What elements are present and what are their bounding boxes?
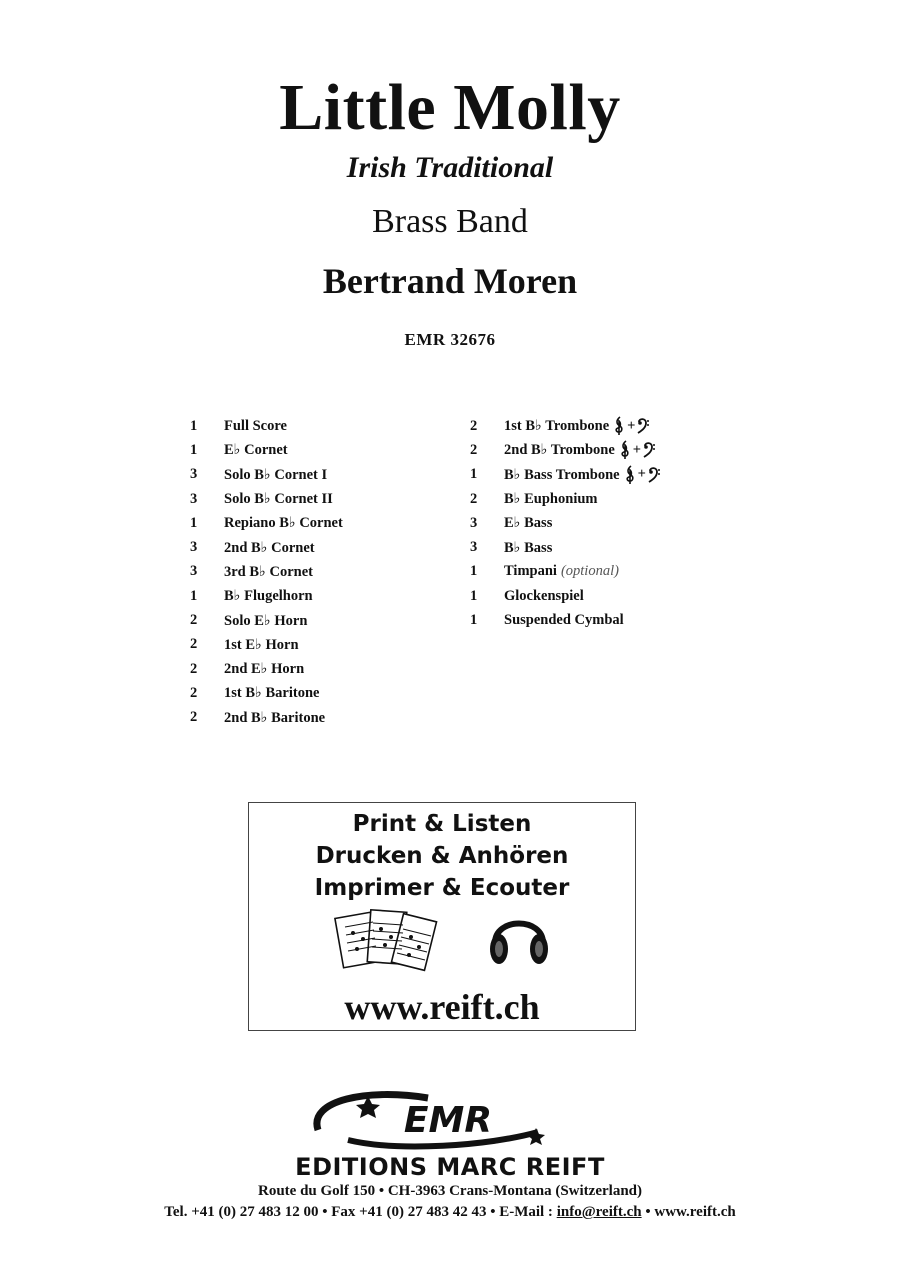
contact-phone-fax: Tel. +41 (0) 27 483 12 00 • Fax +41 (0) 27 483 42 43 • E-Mail : [164, 1204, 557, 1220]
part-row [470, 511, 730, 535]
part-name: E♭ Cornet [224, 442, 288, 459]
part-row [190, 560, 450, 584]
part-name: Solo B♭ Cornet I [224, 466, 328, 483]
part-row [470, 414, 730, 438]
treble-clef-icon [613, 416, 625, 436]
clef-plus: + [632, 441, 642, 458]
part-row [190, 706, 450, 730]
part-name: 2nd B♭ Cornet [224, 539, 315, 556]
promo-line-print-listen: Print & Listen [352, 811, 532, 837]
part-name: Solo E♭ Horn [224, 612, 308, 629]
part-row [190, 487, 450, 511]
part-quantity: 1 [470, 587, 478, 604]
part-quantity: 3 [190, 539, 198, 556]
bass-clef-icon [648, 465, 660, 485]
part-quantity: 1 [470, 612, 478, 629]
part-quantity: 3 [190, 466, 198, 483]
clef-indicator [619, 440, 655, 460]
part-row [470, 463, 730, 487]
part-row [470, 438, 730, 462]
part-quantity: 2 [190, 636, 198, 653]
part-row [470, 584, 730, 608]
contact-website: • www.reift.ch [641, 1204, 736, 1220]
part-note: (optional) [560, 563, 619, 580]
part-quantity: 1 [190, 514, 198, 531]
promo-line-drucken: Drucken & Anhören [315, 843, 569, 869]
part-name: 1st B♭ Trombone [504, 418, 610, 435]
part-quantity: 2 [470, 490, 478, 507]
part-row [190, 438, 450, 462]
part-quantity: 1 [190, 587, 198, 604]
print-listen-box [248, 802, 636, 1031]
part-name: B♭ Flugelhorn [224, 588, 313, 605]
part-name: Solo B♭ Cornet II [224, 491, 333, 508]
composer-name: Bertrand Moren [322, 261, 578, 301]
publisher-contact [0, 1201, 900, 1223]
part-name: 2nd B♭ Baritone [224, 709, 326, 726]
part-quantity: 1 [190, 417, 198, 434]
clef-plus: + [637, 466, 646, 483]
clef-indicator [613, 416, 649, 436]
part-name: E♭ Bass [504, 515, 553, 532]
part-row [190, 657, 450, 681]
part-quantity: 3 [470, 539, 478, 556]
treble-clef-icon [624, 465, 636, 485]
part-row [190, 608, 450, 632]
part-quantity: 3 [190, 490, 198, 507]
part-quantity: 2 [470, 417, 478, 434]
part-name: B♭ Bass Trombone [504, 466, 620, 483]
part-name: 1st B♭ Baritone [224, 685, 320, 702]
part-quantity: 3 [190, 563, 198, 580]
logo-text: EMR [403, 1100, 493, 1141]
emr-logo [308, 1090, 558, 1150]
publisher-address: Route du Golf 150 • CH-3963 Crans-Montana (Switzerland) [258, 1183, 642, 1199]
part-name: 1st E♭ Horn [224, 636, 299, 653]
part-row [470, 560, 730, 584]
part-name: 3rd B♭ Cornet [224, 563, 313, 580]
piece-title: Little Molly [279, 71, 621, 144]
part-name: Glockenspiel [504, 587, 584, 604]
part-quantity: 3 [470, 514, 478, 531]
promo-line-imprimer: Imprimer & Ecouter [314, 875, 570, 901]
part-row [190, 463, 450, 487]
part-quantity: 1 [470, 563, 478, 580]
part-quantity: 1 [470, 466, 478, 483]
part-row [190, 681, 450, 705]
part-row [190, 414, 450, 438]
part-name: Timpani [504, 563, 557, 580]
sheet-music-icon [331, 905, 441, 975]
part-name: 2nd E♭ Horn [224, 661, 305, 678]
part-quantity: 2 [190, 684, 198, 701]
part-quantity: 1 [190, 441, 198, 458]
part-name: Repiano B♭ Cornet [224, 515, 343, 532]
bass-clef-icon [637, 416, 649, 436]
part-row [190, 633, 450, 657]
part-row [470, 487, 730, 511]
part-quantity: 2 [470, 441, 478, 458]
parts-list-right [470, 414, 730, 633]
part-row [470, 608, 730, 632]
contact-email-link[interactable]: info@reift.ch [556, 1204, 642, 1220]
part-row [470, 535, 730, 559]
part-row [190, 584, 450, 608]
part-name: B♭ Bass [504, 539, 553, 556]
part-quantity: 2 [190, 660, 198, 677]
part-quantity: 2 [190, 709, 198, 726]
part-name: Suspended Cymbal [504, 612, 624, 629]
part-row [190, 511, 450, 535]
parts-list-left [190, 414, 450, 730]
part-quantity: 2 [190, 612, 198, 629]
publisher-name: EDITIONS MARC REIFT [295, 1153, 605, 1181]
part-name: Full Score [224, 417, 287, 434]
ensemble-name: Brass Band [372, 203, 528, 240]
clef-plus: + [627, 417, 636, 434]
bass-clef-icon [643, 440, 655, 460]
part-name: B♭ Euphonium [504, 491, 598, 508]
catalog-number: EMR 32676 [404, 330, 496, 349]
clef-indicator [624, 465, 660, 485]
promo-website: www.reift.ch [344, 987, 540, 1027]
treble-clef-icon [619, 440, 631, 460]
part-name: 2nd B♭ Trombone [504, 442, 615, 459]
piece-subtitle: Irish Traditional [346, 151, 554, 184]
headphones-icon [487, 903, 551, 971]
part-row [190, 535, 450, 559]
